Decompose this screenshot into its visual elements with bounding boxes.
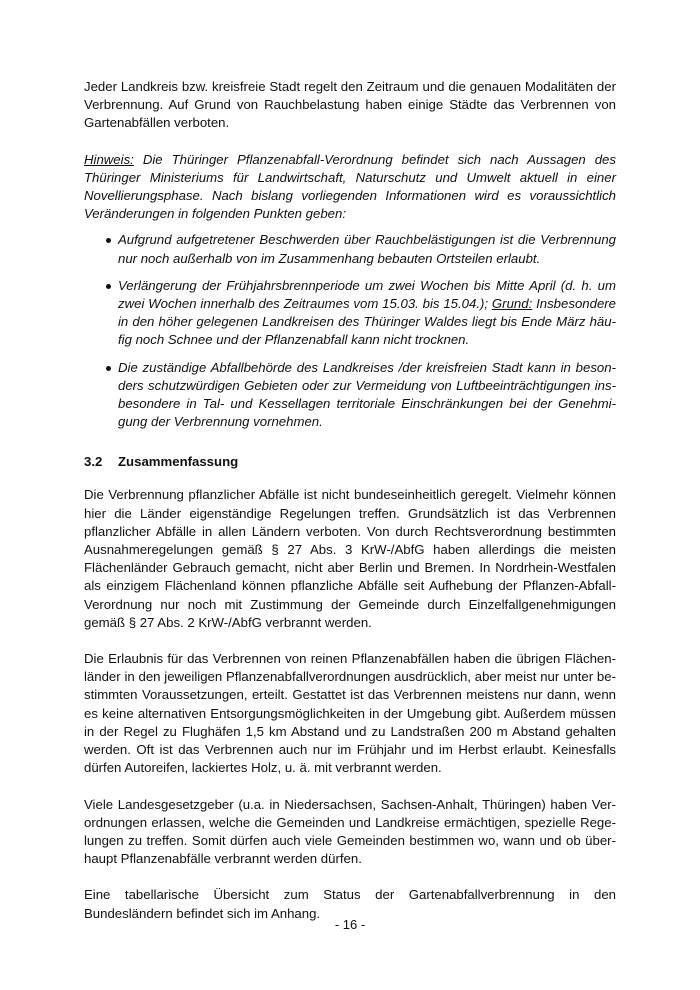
grund-label: Grund: — [491, 296, 533, 312]
hinweis-bullet-list — [84, 231, 616, 431]
hinweis-paragraph — [84, 151, 616, 224]
summary-paragraph: Viele Landesgesetzgeber (u.a. in Niedersachsen, Sachsen-Anhalt, Thüringen) haben Verordnungen erlassen, welche die Gemeinden und Landkreise ermächtigen, spezielle Regelungen zu treffen. Somit dürfen auch viele Gemeinden bestimmen wo, wann und ob überhaupt Pflanzenabfälle verbrannt werden dürfen. — [84, 796, 616, 867]
list-item-text-after: Insbesondere in den höher gelegenen Landkreisen des Thüringer Waldes liegt bis Ende März häufig noch Schnee und der Pflanzenabfall kann nicht trocknen. — [118, 296, 617, 348]
list-item — [84, 277, 616, 350]
bullet-icon — [106, 284, 111, 289]
list-item-text: Verlängerung der Frühjahrsbrennperiode um zwei Wochen bis Mitte April (d. h. um zwei Wochen innerhalb des Zeitraumes vom 15.03. bis 15.04.); — [118, 277, 616, 312]
page-number: - 16 - — [334, 917, 366, 932]
hinweis-text: Die Thüringer Pflanzenabfall-Verordnung befindet sich nach Aussagen des Thüringer Ministeriums für Landwirtschaft, Naturschutz und Umwelt aktuell in einer Novellierungsphase. Nach bislang vorliegenden Informationen wird es voraussichtlich Veränderungen in folgenden Punkten geben: — [84, 151, 616, 222]
section-number: 3.2 — [84, 454, 103, 470]
bullet-icon — [106, 366, 111, 371]
list-item — [84, 231, 616, 267]
section-title: Zusammenfassung — [118, 454, 239, 470]
bullet-icon — [106, 238, 111, 243]
document-page — [84, 78, 616, 923]
list-item-text: Aufgrund aufgetretener Beschwerden über Rauchbelästigungen ist die Verbrennung nur noch außerhalb von im Zusammenhang bebauten Ortsteilen erlaubt. — [118, 232, 616, 266]
summary-paragraph: Eine tabellarische Übersicht zum Status der Gartenabfallverbrennung in den Bundesländern befindet sich im Anhang. — [84, 887, 616, 921]
hinweis-label: Hinweis: — [84, 151, 134, 167]
summary-paragraph: Die Erlaubnis für das Verbrennen von reinen Pflanzenabfällen haben die übrigen Flächenländer in den jeweiligen Pflanzenabfallverordnungen ausdrücklich, aber meist nur unter bestimmten Voraussetzungen, erteilt. Gestattet ist das Verbrennen meistens nur dann, wenn es keine alternativen Entsorgungsmöglichkeiten in der Umgebung gibt. Außerdem müssen in der Regel zu Flughäfen 1,5 km Abstand und zu Landstraßen 200 m Abstand gehalten werden. Oft ist das Verbrennen auch nur im Frühjahr und im Herbst erlaubt. Keinesfalls dürfen Autoreifen, lackiertes Holz, u. ä. mit verbrannt werden. — [84, 651, 616, 776]
summary-paragraph: Die Verbrennung pflanzlicher Abfälle ist nicht bundeseinheitlich geregelt. Vielmehr können hier die Länder eigenständige Regelungen treffen. Grundsätzlich ist das Verbrennen pflanzlicher Abfälle in allen Ländern verboten. Von durch Rechtsverordnung bestimmten Ausnahmeregelungen gemäß § 27 Abs. 3 KrW-/AbfG haben allerdings die meisten Flächenländer Gebrauch gemacht, nicht aber Berlin und Bremen. In Nordrhein-Westfalen als einzigem Flächenland können pflanzliche Abfälle seit Aufhebung der Pflanzen-Abfall-Verordnung nur noch mit Zustimmung der Gemeinde durch Einzelfallgenehmigungen gemäß § 27 Abs. 2 KrW-/AbfG verbrannt werden. — [84, 487, 616, 630]
list-item-text: Die zuständige Abfallbehörde des Landkreises /der kreisfreien Stadt kann in besonders schutzwürdigen Gebieten oder zur Vermeidung von Luftbeeinträchtigungen insbesondere in Tal- und Kessellagen territoriale Einschränkungen bei der Genehmigung der Verbrennung vornehmen. — [118, 359, 616, 430]
list-item — [84, 359, 616, 432]
intro-paragraph: Jeder Landkreis bzw. kreisfreie Stadt regelt den Zeitraum und die genauen Modalitäten der Verbrennung. Auf Grund von Rauchbelastung haben einige Städte das Verbrennen von Gartenabfällen verboten. — [84, 79, 616, 131]
section-heading — [84, 453, 616, 471]
